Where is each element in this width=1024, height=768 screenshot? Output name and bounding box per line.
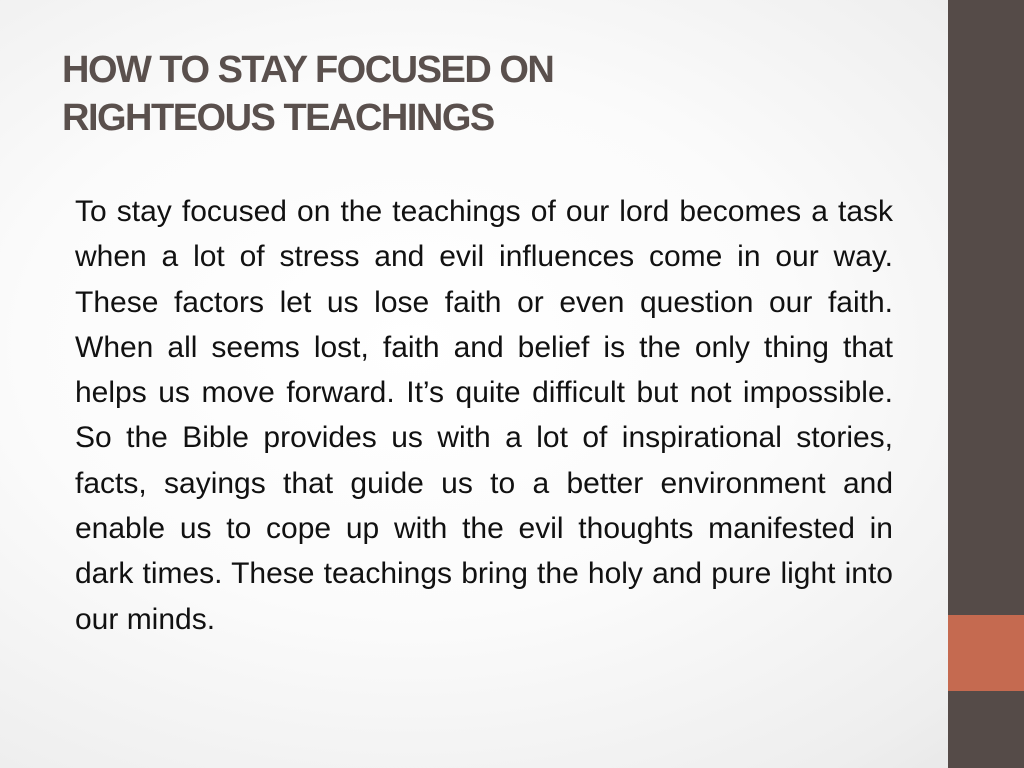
slide-title-line-1: HOW TO STAY FOCUSED ON xyxy=(62,49,554,91)
decorative-sidebar-accent xyxy=(948,615,1024,691)
slide-title-line-2: RIGHTEOUS TEACHINGS xyxy=(62,97,494,139)
slide-title xyxy=(62,46,922,142)
slide-body-text: To stay focused on the teachings of our lord becomes a task when a lot of stress and evil influences come in our way. These factors let us lose faith or even question our faith. When all seems lost, faith and belief is the only thing that helps us move forward. It’s quite difficult but not impossible. So the Bible provides us with a lot of inspirational stories, facts, sayings that guide us to a better environment and enable us to cope up with the evil thoughts manifested in dark times. These teachings bring the holy and pure light into our minds. xyxy=(75,195,893,636)
